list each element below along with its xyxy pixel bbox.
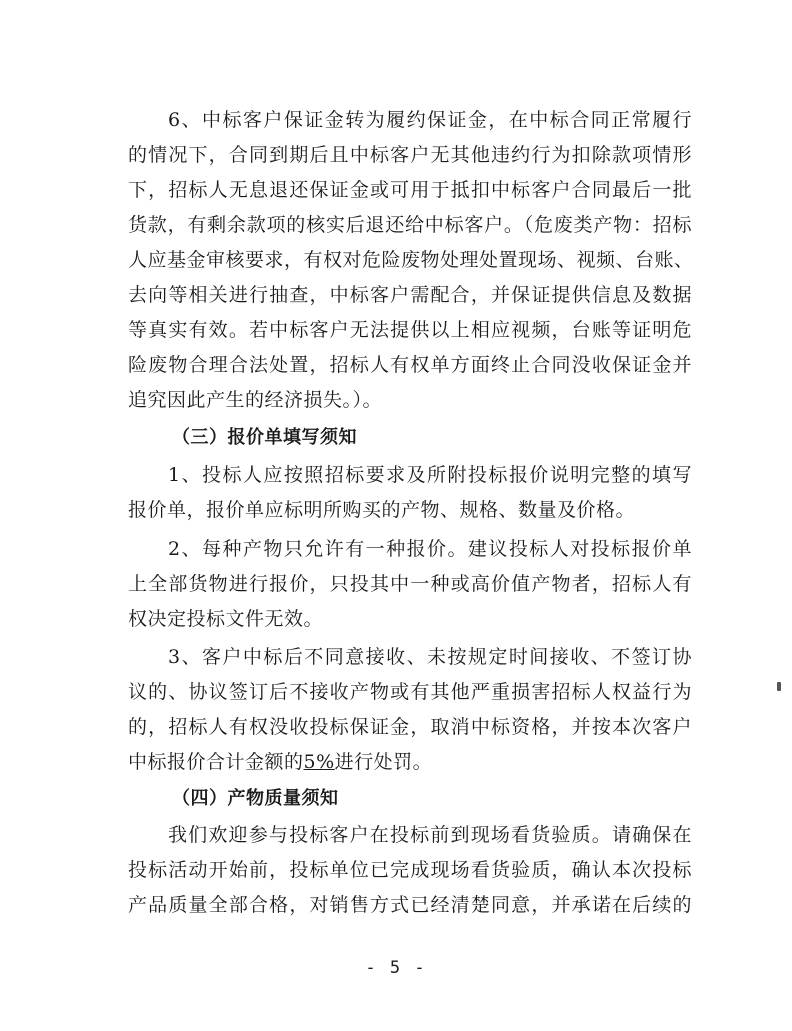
paragraph-6-line: 货款，有剩余款项的核实后退还给中标客户。（危废类产物：招标 (128, 214, 692, 236)
section-heading-4: （四）产物质量须知 (172, 788, 339, 809)
penalty-percent: 5% (303, 751, 335, 773)
paragraph-6-line: 人应基金审核要求，有权对危险废物处理处置现场、视频、台账、 (128, 249, 694, 271)
item-3-line: 3、客户中标后不同意接收、未按规定时间接收、不签订协 (168, 646, 692, 668)
item-2-line: 权决定投标文件无效。 (128, 608, 324, 630)
section-heading-3: （三）报价单填写须知 (172, 427, 357, 448)
item-3-text: 进行处罚。 (334, 751, 433, 773)
paragraph-6-line: 追究因此产生的经济损失。）。 (128, 389, 383, 411)
item-1-line: 1、投标人应按照招标要求及所附投标报价说明完整的填写 (168, 464, 692, 486)
paragraph-6-line: 的情况下，合同到期后且中标客户无其他违约行为扣除款项情形 (128, 144, 692, 166)
page-number: - 5 - (365, 958, 427, 978)
quality-paragraph-line: 投标活动开始前，投标单位已完成现场看货验质，确认本次投标 (128, 859, 692, 881)
paragraph-6-line: 下，招标人无息退还保证金或可用于抵扣中标客户合同最后一批 (128, 179, 692, 201)
scan-mark (777, 682, 781, 691)
item-1-line: 报价单，报价单应标明所购买的产物、规格、数量及价格。 (128, 499, 636, 521)
item-2-line: 2、每种产物只允许有一种报价。建议投标人对投标报价单 (168, 538, 692, 560)
item-3-line (128, 747, 692, 777)
item-3-line: 议的、协议签订后不接收产物或有其他严重损害招标人权益行为 (128, 681, 692, 703)
paragraph-6-line: 险废物合理合法处置，招标人有权单方面终止合同没收保证金并 (128, 354, 692, 376)
item-2-line: 上全部货物进行报价，只投其中一种或高价值产物者，招标人有 (128, 573, 692, 595)
paragraph-6-line: 去向等相关进行抽查，中标客户需配合，并保证提供信息及数据 (128, 284, 692, 306)
quality-paragraph-line: 我们欢迎参与投标客户在投标前到现场看货验质。请确保在 (168, 824, 692, 846)
paragraph-6-line: 6、中标客户保证金转为履约保证金，在中标合同正常履行 (168, 109, 692, 131)
quality-paragraph-line: 产品质量全部合格，对销售方式已经清楚同意，并承诺在后续的 (128, 894, 692, 916)
paragraph-6-line: 等真实有效。若中标客户无法提供以上相应视频，台账等证明危 (128, 319, 692, 341)
item-3-text: 中标报价合计金额的 (128, 751, 304, 773)
item-3-line: 的，招标人有权没收投标保证金，取消中标资格，并按本次客户 (128, 716, 692, 738)
